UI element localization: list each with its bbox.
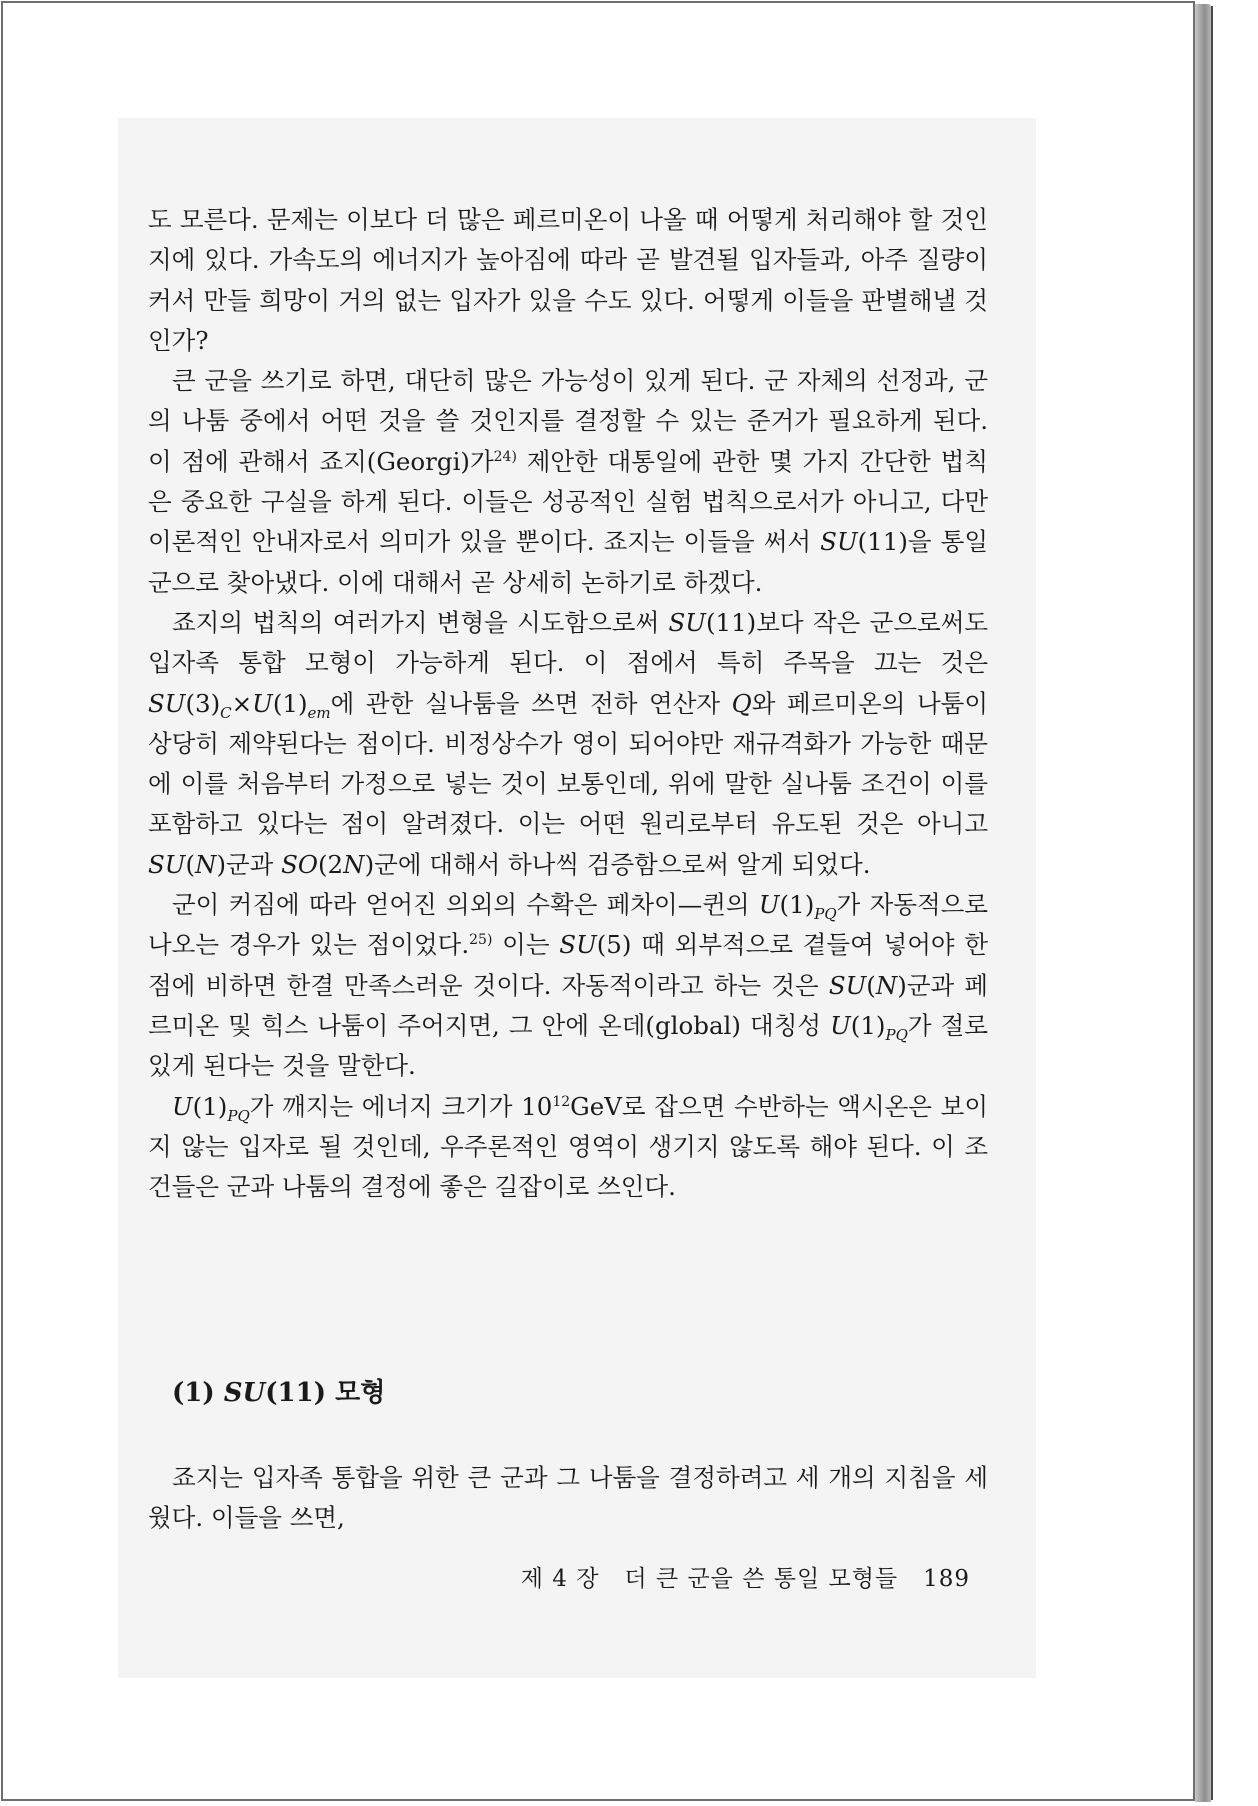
section-body bbox=[148, 1458, 988, 1539]
paragraph bbox=[148, 603, 988, 885]
text-run: (11)보다 작은 군으로써도 입자족 통합 모형이 가능하게 된다. 이 점에서 특히 주목을 끄는 것은 bbox=[148, 607, 988, 678]
text-run: GeV로 잡으면 수반하는 액시온은 보이지 않는 입자로 될 것인데, 우주론적인 영역이 생기지 않도록 해야 된다. 이 조건들은 군과 나툼의 결정에 좋은 길잡이로 쓰인다. bbox=[148, 1091, 988, 1202]
subscript: PQ bbox=[227, 1106, 250, 1125]
text-run: (1) bbox=[192, 1091, 228, 1121]
text-run: (3) bbox=[185, 688, 221, 718]
italic-symbol: SU bbox=[820, 527, 858, 557]
italic-symbol: N bbox=[343, 849, 365, 879]
text-run: 와 페르미온의 나툼이 상당히 제약된다는 점이다. 비정상수가 영이 되어야만 재규격화가 가능한 때문에 이를 처음부터 가정으로 넣는 것이 보통인데, 위에 말한 실나툼 조건이 이를 포함하고 있다는 점이 알려졌다. 이는 어떤 원리로부터 유도된 것은 아니고 bbox=[148, 688, 988, 839]
paragraph bbox=[148, 885, 988, 1086]
italic-symbol: U bbox=[252, 688, 273, 718]
italic-symbol: N bbox=[195, 849, 217, 879]
text-run: 도 모른다. 문제는 이보다 더 많은 페르미온이 나올 때 어떻게 처리해야 할 것인지에 있다. 가속도의 에너지가 높아짐에 따라 곧 발견될 입자들과, 아주 질량이 커서 만들 희망이 거의 없는 입자가 있을 수도 있다. 어떻게 이들을 판별해낼 것인가? bbox=[148, 205, 988, 355]
italic-symbol: U bbox=[830, 1010, 851, 1040]
text-run: )군과 bbox=[216, 849, 282, 879]
italic-symbol: N bbox=[875, 970, 898, 1000]
italic-symbol: SU bbox=[828, 970, 867, 1000]
section-group-arg: (11) bbox=[265, 1378, 327, 1408]
page-number: 189 bbox=[923, 1566, 970, 1592]
italic-symbol: SU bbox=[559, 930, 597, 960]
page-edge-line bbox=[1211, 6, 1213, 1800]
italic-symbol: SU bbox=[668, 607, 706, 637]
italic-symbol: SU bbox=[148, 688, 186, 718]
text-run: )군에 대해서 하나씩 검증함으로써 알게 되었다. bbox=[364, 849, 871, 879]
text-run: ( bbox=[866, 970, 876, 1000]
text-run: 군이 커짐에 따라 얻어진 의외의 수확은 페차이—퀸의 bbox=[172, 890, 759, 920]
text-run: 이는 bbox=[492, 930, 560, 960]
text-run: 에 관한 실나툼을 쓰면 전하 연산자 bbox=[330, 688, 732, 718]
text-run: (1) bbox=[272, 688, 308, 718]
text-run: 가 자동적으로 나오는 경우가 있는 점이었다. bbox=[148, 890, 988, 960]
text-run: 큰 군을 쓰기로 하면, 대단히 많은 가능성이 있게 된다. 군 자체의 선정과, 군의 나툼 중에서 어떤 것을 쓸 것인지를 결정할 수 있는 준거가 필요하게 된다. 이 점에 관해서 죠지(Georgi)가 bbox=[148, 366, 988, 476]
italic-symbol: Q bbox=[731, 688, 752, 718]
italic-symbol: SO bbox=[281, 849, 318, 879]
paragraph bbox=[148, 361, 988, 603]
paragraph bbox=[148, 1087, 988, 1208]
subscript: PQ bbox=[885, 1025, 908, 1044]
text-run: ( bbox=[185, 849, 195, 879]
text-run: 가 절로 있게 된다는 것을 말한다. bbox=[148, 1010, 988, 1081]
body-text bbox=[148, 200, 988, 1207]
text-run: (2 bbox=[318, 849, 344, 879]
subscript: C bbox=[220, 703, 232, 722]
section-word: 모형 bbox=[335, 1378, 386, 1408]
superscript: 25) bbox=[469, 932, 493, 949]
text-run: (11)을 통일군으로 찾아냈다. 이에 대해서 곧 상세히 논하기로 하겠다. bbox=[148, 527, 988, 597]
section-number: (1) bbox=[172, 1378, 215, 1408]
text-run: (5) 때 외부적으로 곁들여 넣어야 한 점에 비하면 한결 만족스러운 것이다. 자동적이라고 하는 것은 bbox=[148, 930, 988, 1000]
text-run: 가 깨지는 에너지 크기가 10 bbox=[249, 1091, 553, 1121]
italic-symbol: U bbox=[758, 890, 780, 920]
subscript: em bbox=[307, 703, 331, 722]
text-run: 제안한 대통일에 관한 몇 가지 간단한 법칙은 중요한 구실을 하게 된다. 이들은 성공적인 실험 법칙으로서가 아니고, 다만 이론적인 안내자로서 의미가 있을 뿐이다. 죠지는 이들을 써서 bbox=[148, 446, 988, 557]
italic-symbol: U bbox=[172, 1091, 193, 1121]
footer-chapter: 제 4 장 bbox=[520, 1566, 600, 1592]
text-run: (1) bbox=[779, 890, 815, 920]
text-run: 죠지의 법칙의 여러가지 변형을 시도함으로써 bbox=[172, 607, 669, 637]
italic-symbol: SU bbox=[148, 849, 186, 879]
page-footer bbox=[500, 1560, 970, 1593]
footer-title: 더 큰 군을 쓴 통일 모형들 bbox=[624, 1566, 899, 1592]
section-heading bbox=[172, 1372, 385, 1409]
page-edge bbox=[1195, 4, 1211, 1802]
text-run: (1) bbox=[850, 1010, 886, 1040]
paragraph bbox=[148, 200, 988, 361]
text-run: )군과 페르미온 및 힉스 나툼이 주어지면, 그 안에 온데(global) 대칭성 bbox=[148, 970, 988, 1040]
subscript: PQ bbox=[814, 904, 837, 923]
superscript: 12 bbox=[552, 1093, 571, 1110]
section-paragraph: 죠지는 입자족 통합을 위한 큰 군과 그 나툼을 결정하려고 세 개의 지침을 세웠다. 이들을 쓰면, bbox=[148, 1463, 988, 1533]
superscript: 24) bbox=[493, 448, 517, 465]
section-group-name: SU bbox=[223, 1378, 266, 1408]
text-run: × bbox=[231, 688, 253, 718]
